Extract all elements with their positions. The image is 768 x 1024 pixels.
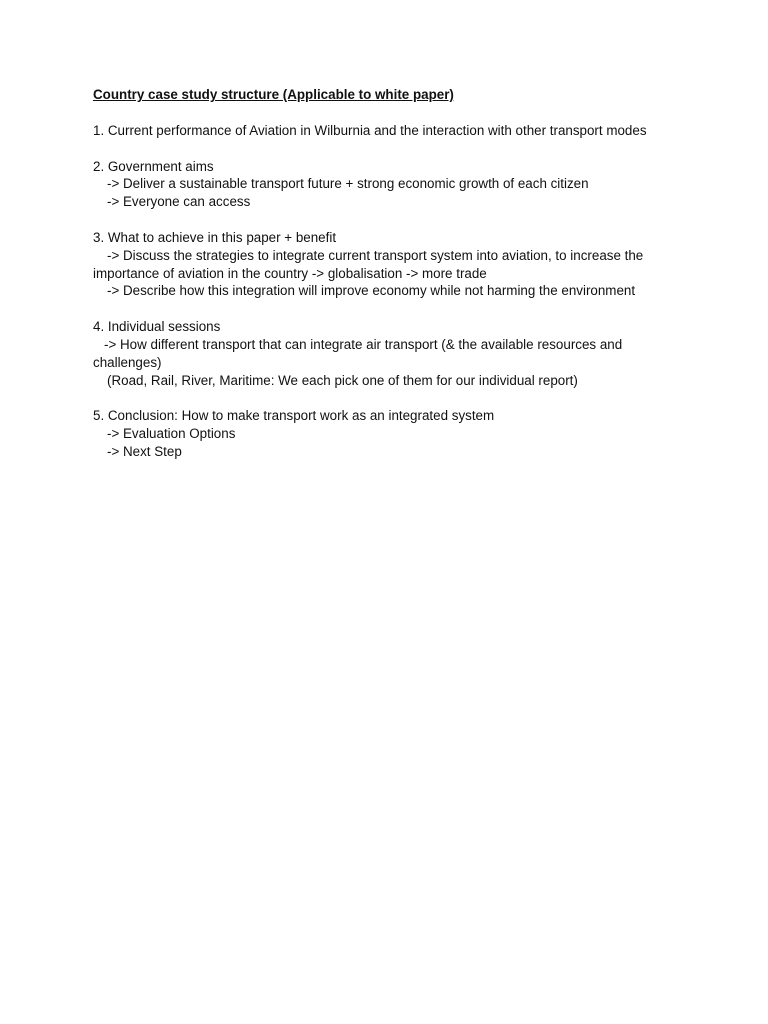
section-5: [93, 407, 693, 460]
section-bullet: [93, 282, 693, 300]
section-3: [93, 229, 693, 300]
section-bullet: [93, 247, 693, 283]
section-heading: 5. Conclusion: How to make transport work as an integrated system: [93, 408, 495, 424]
document-title: Country case study structure (Applicable to white paper): [93, 87, 454, 102]
section-heading: 3. What to achieve in this paper + benefit: [93, 229, 337, 245]
section-note: (Road, Rail, River, Maritime: We each pick one of them for our individual report): [107, 372, 578, 388]
section-1: [93, 122, 693, 140]
section-bullet: -> Deliver a sustainable transport future + strong economic growth of each citizen: [107, 176, 589, 192]
section-bullet-text: -> Discuss the strategies to integrate current transport system into aviation, to increase the importance of aviation in the country -> globalisation -> more trade: [93, 247, 644, 281]
section-heading: 4. Individual sessions: [93, 319, 221, 335]
section-bullet: -> Everyone can access: [107, 194, 251, 210]
section-heading: 1. Current performance of Aviation in Wilburnia and the interaction with other transport modes: [93, 122, 647, 138]
section-4: [93, 318, 693, 389]
section-bullet: -> Next Step: [107, 443, 182, 459]
section-2: [93, 158, 693, 211]
document-page: [93, 86, 693, 479]
section-bullet: [93, 336, 693, 372]
section-heading: 2. Government aims: [93, 158, 214, 174]
section-bullet-text: -> Describe how this integration will improve economy while not harming the environment: [107, 283, 636, 299]
section-bullet: -> Evaluation Options: [107, 426, 236, 442]
section-bullet-text: -> How different transport that can integrate air transport (& the available resources and challenges): [93, 336, 623, 370]
